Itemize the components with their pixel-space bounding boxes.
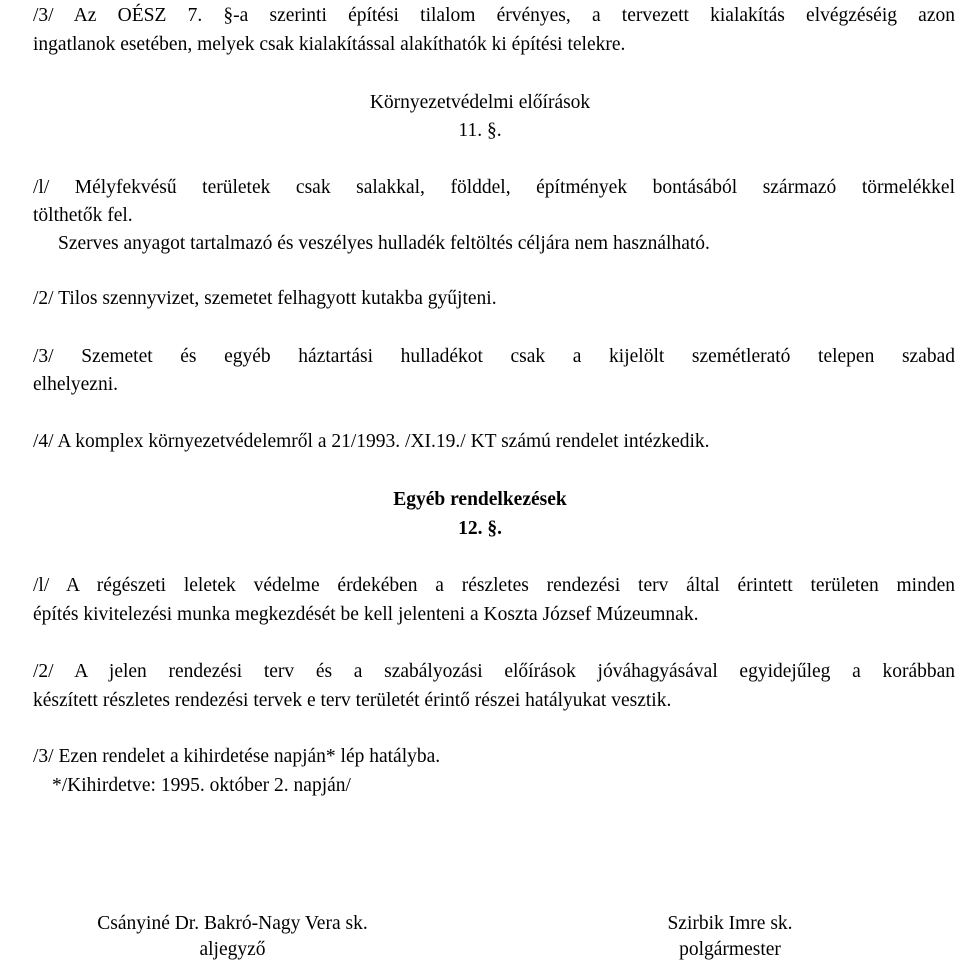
env-paragraph-1-line-2: tölthetők fel. — [33, 205, 133, 226]
other-paragraph-3-line-1: /3/ Ezen rendelet a kihirdetése napján* lép hatályba. — [33, 746, 441, 767]
section-number-11: 11. §. — [458, 120, 502, 141]
other-paragraph-2-line-2: készített részletes rendezési tervek e terv területét érintő részei hatályukat vesztik. — [33, 690, 672, 711]
signature-right — [600, 911, 860, 963]
other-paragraph-1-line-2: építés kivitelezési munka megkezdését be kell jelenteni a Koszta József Múzeumnak. — [33, 604, 699, 625]
env-paragraph-1-line-3: Szerves anyagot tartalmazó és veszélyes hulladék feltöltés céljára nem használható. — [58, 233, 710, 254]
env-paragraph-1-line-1: /l/ Mélyfekvésű területek csak salakkal, földdel, építmények bontásából származó törmelékkel — [33, 177, 955, 198]
signature-right-title: polgármester — [679, 939, 781, 960]
signature-right-name: Szirbik Imre sk. — [667, 913, 793, 934]
paragraph-3-line-2: ingatlanok esetében, melyek csak kialakítással alakíthatók ki építési telekre. — [33, 34, 626, 55]
other-paragraph-1-line-1: /l/ A régészeti leletek védelme érdekében a részletes rendezési terv által érintett területen minden — [33, 575, 955, 596]
other-paragraph-2-line-1: /2/ A jelen rendezési terv és a szabályozási előírások jóváhagyásával egyidejűleg a korábban — [33, 661, 955, 682]
env-paragraph-2: /2/ Tilos szennyvizet, szemetet felhagyott kutakba gyűjteni. — [33, 288, 497, 309]
section-heading-environment: Környezetvédelmi előírások — [369, 92, 591, 113]
env-paragraph-4: /4/ A komplex környezetvédelemről a 21/1993. /XI.19./ KT számú rendelet intézkedik. — [33, 431, 710, 452]
other-paragraph-3-line-2: */Kihirdetve: 1995. október 2. napján/ — [52, 775, 351, 796]
signature-left-name: Csányiné Dr. Bakró-Nagy Vera sk. — [97, 913, 368, 934]
section-heading-other: Egyéb rendelkezések — [393, 489, 567, 510]
paragraph-3-line-1: /3/ Az OÉSZ 7. §-a szerinti építési tilalom érvényes, a tervezett kialakítás elvégzéséig azon — [33, 5, 955, 26]
env-paragraph-3-line-1: /3/ Szemetet és egyéb háztartási hulladékot csak a kijelölt szemétlerató telepen szabad — [33, 346, 955, 367]
signature-left — [40, 911, 425, 963]
env-paragraph-3-line-2: elhelyezni. — [33, 374, 118, 395]
signature-left-title: aljegyző — [199, 939, 266, 960]
section-number-12: 12. §. — [458, 518, 502, 539]
